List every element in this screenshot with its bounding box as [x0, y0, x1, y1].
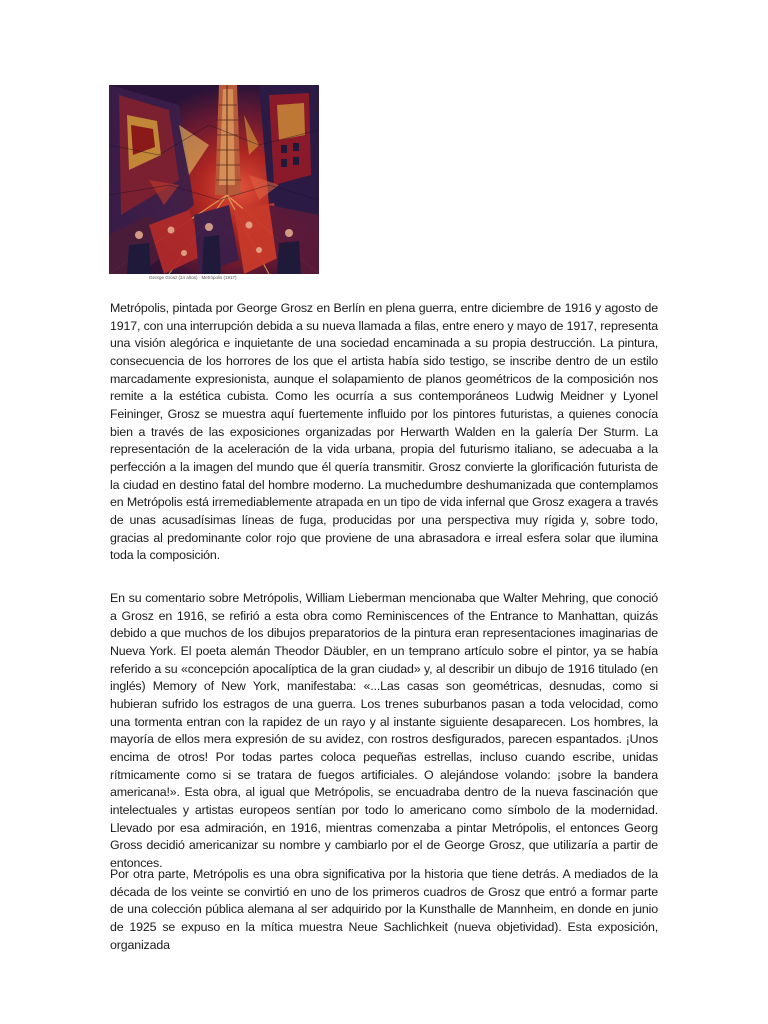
- paragraph-metropolis-description: Metrópolis, pintada por George Grosz en Berlín en plena guerra, entre diciembre de 1916 y agosto de 1917, con una interrupción debida a su nueva llamada a filas, entre enero y mayo de 1917, representa una visión alegórica e inquietante de una sociedad encaminada a su propia destrucción. La pintura, consecuencia de los horrores de los que el artista había sido testigo, se inscribe dentro de un estilo marcadamente expresionista, aunque el solapamiento de planos geométricos de la composición nos remite a la estética cubista. Como les ocurría a sus contemporáneos Ludwig Meidner y Lyonel Feininger, Grosz se muestra aquí fuertemente influido por los pintores futuristas, a quienes conocía bien a través de las exposiciones organizadas por Herwarth Walden en la galería Der Sturm. La representación de la aceleración de la vida urbana, propia del futurismo italiano, se adecuaba a la perfección a la imagen del mundo que él quería transmitir. Grosz convierte la glorificación futurista de la ciudad en destino fatal del hombre moderno. La muchedumbre deshumanizada que contemplamos en Metrópolis está irremediablemente atrapada en un tipo de vida infernal que Grosz exagera a través de unas acusadísimas líneas de fuga, producidas por una perspectiva muy rígida y, sobre todo, gracias al predominante color rojo que proviene de una abrasadora e irreal esfera solar que ilumina toda la composición.: [110, 301, 658, 563]
- paragraph-history: Por otra parte, Metrópolis es una obra significativa por la historia que tiene detrás. A mediados de la década de los veinte se convirtió en uno de los primeros cuadros de Grosz que entró a formar parte de una colección pública alemana al ser adquirido por la Kunsthalle de Mannheim, en donde en junio de 1925 se expuso en la mítica muestra Neue Sachlichkeit (nueva objetividad). Esta exposición, organizada: [110, 867, 658, 952]
- paragraph-lieberman-commentary: En su comentario sobre Metrópolis, William Lieberman mencionaba que Walter Mehring, que conoció a Grosz en 1916, se refirió a esta obra como Reminiscences of the Entrance to Manhattan, quizás debido a que muchos de los dibujos preparatorios de la pintura eran representaciones imaginarias de Nueva York. El poeta alemán Theodor Däubler, en un temprano artículo sobre el pintor, ya se había referido a su «concepción apocalíptica de la gran ciudad» y, al describir un dibujo de 1916 titulado (en inglés) Memory of New York, manifestaba: «...Las casas son geométricas, desnudas, como si hubieran sufrido los estragos de una guerra. Los trenes suburbanos pasan a toda velocidad, como una tormenta entran con la rapidez de un rayo y al instante siguiente desaparecen. Los hombres, la mayoría de ellos mera expresión de su avidez, con rostros desfigurados, parecen espantados. ¡Unos encima de otros! Por todas partes coloca pequeñas estrellas, incluso cuando escribe, unidas rítmicamente como si se tratara de fuegos artificiales. O alejándose volando: ¡sobre la bandera americana!». Esta obra, al igual que Metrópolis, se encuadraba dentro de la nueva fascinación que intelectuales y artistas europeos sentían por todo lo americano como símbolo de la modernidad. Llevado por esa admiración, en 1916, mientras comenzaba a pintar Metrópolis, el entonces Georg Gross decidió americanizar su nombre y cambiarlo por el de George Grosz, que utilizaría a partir de entonces.: [110, 591, 658, 870]
- painting-figure: [109, 85, 319, 282]
- metropolis-painting: [109, 85, 319, 274]
- painting-caption: George Grosz (24 años) · Metrópolis (1917): [149, 275, 237, 280]
